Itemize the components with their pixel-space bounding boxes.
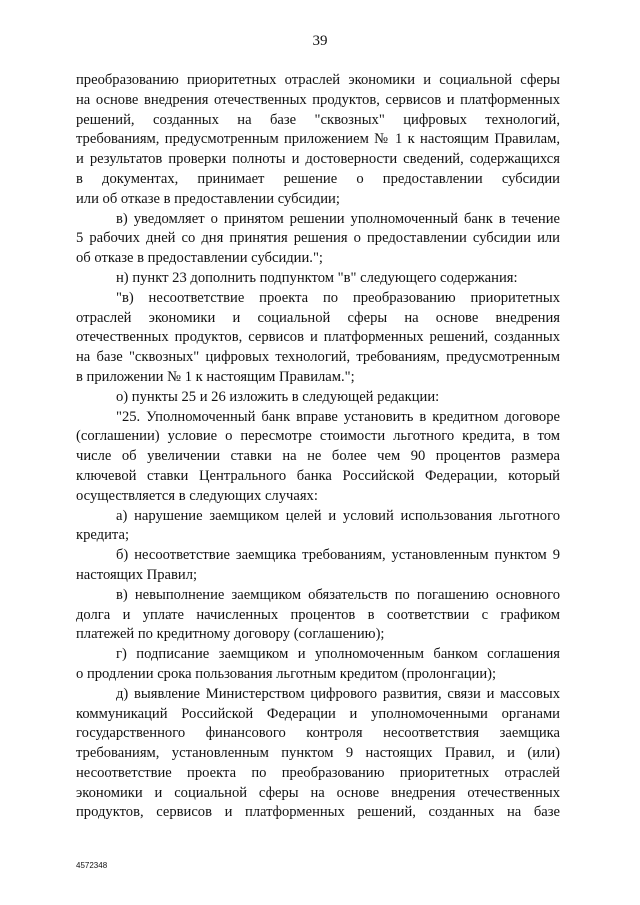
text-line: отечественных продуктов, сервисов и платформенных решений, созданных [76,329,560,346]
text-line: платежей по кредитному договору (соглашению); [76,626,385,643]
text-line: осуществляется в следующих случаях: [76,487,318,504]
text-line: на базе "сквозных" цифровых технологий, требованиям, предусмотренным [76,349,560,366]
text-line: н) пункт 23 дополнить подпунктом "в" следующего содержания: [116,269,518,286]
text-line: в приложении № 1 к настоящим Правилам."; [76,368,355,385]
text-line: д) выявление Министерством цифрового развития, связи и массовых [116,685,560,702]
document-body [76,71,560,823]
text-line: 5 рабочих дней со дня принятия решения о предоставлении субсидии или [76,230,560,247]
text-line: о продлении срока пользования льготным кредитом (пролонгации); [76,665,497,682]
text-line: решений, созданных на базе "сквозных" цифровых технологий, [76,111,560,128]
text-line: несоответствие проекта по преобразованию приоритетных отраслей [76,764,560,781]
text-line: "25. Уполномоченный банк вправе установить в кредитном договоре [116,408,560,425]
text-line: об отказе в предоставлении субсидии."; [76,250,323,267]
text-line: кредита; [76,527,129,544]
text-line: отраслей экономики и социальной сферы на основе внедрения [76,309,560,326]
text-line: преобразованию приоритетных отраслей экономики и социальной сферы [76,72,560,88]
text-line: настоящих Правил; [76,566,198,583]
text-line: г) подписание заемщиком и уполномоченным банком соглашения [116,646,560,663]
text-line: экономики и социальной сферы на основе внедрения отечественных [76,784,560,801]
text-line: и результатов проверки полноты и достоверности сведений, содержащихся [76,151,560,168]
text-line: продуктов, сервисов и платформенных решений, созданных на базе [76,804,560,821]
text-line: о) пункты 25 и 26 изложить в следующей редакции: [116,388,440,405]
text-line: требованиям, предусмотренным приложением № 1 к настоящим Правилам, [76,131,560,148]
text-line: государственного финансового контроля несоответствия заемщика [76,725,560,742]
text-line: "в) несоответствие проекта по преобразованию приоритетных [116,289,560,306]
page-number: 39 [312,33,328,49]
text-line: б) несоответствие заемщика требованиям, установленным пунктом 9 [116,547,560,564]
text-line: ключевой ставки Центрального банка Российской Федерации, который [76,467,560,484]
text-line: (соглашении) условие о пересмотре стоимости льготного кредита, в том [76,428,560,445]
text-line: требованиям, установленным пунктом 9 настоящих Правил, и (или) [76,745,560,762]
text-line: в документах, принимает решение о предоставлении субсидии [76,170,560,187]
text-line: в) невыполнение заемщиком обязательств по погашению основного [116,586,560,603]
text-line: на основе внедрения отечественных продуктов, сервисов и платформенных [76,91,560,108]
text-line: числе об увеличении ставки на не более чем 90 процентов размера [76,448,560,465]
text-line: а) нарушение заемщиком целей и условий использования льготного [116,507,560,524]
text-line: или об отказе в предоставлении субсидии; [76,190,340,207]
text-line: в) уведомляет о принятом решении уполномоченный банк в течение [116,210,560,227]
text-line: коммуникаций Российской Федерации и уполномоченными органами [76,705,560,722]
text-line: долга и уплате начисленных процентов в соответствии с графиком [76,606,560,623]
document-code: 4572348 [76,861,108,870]
